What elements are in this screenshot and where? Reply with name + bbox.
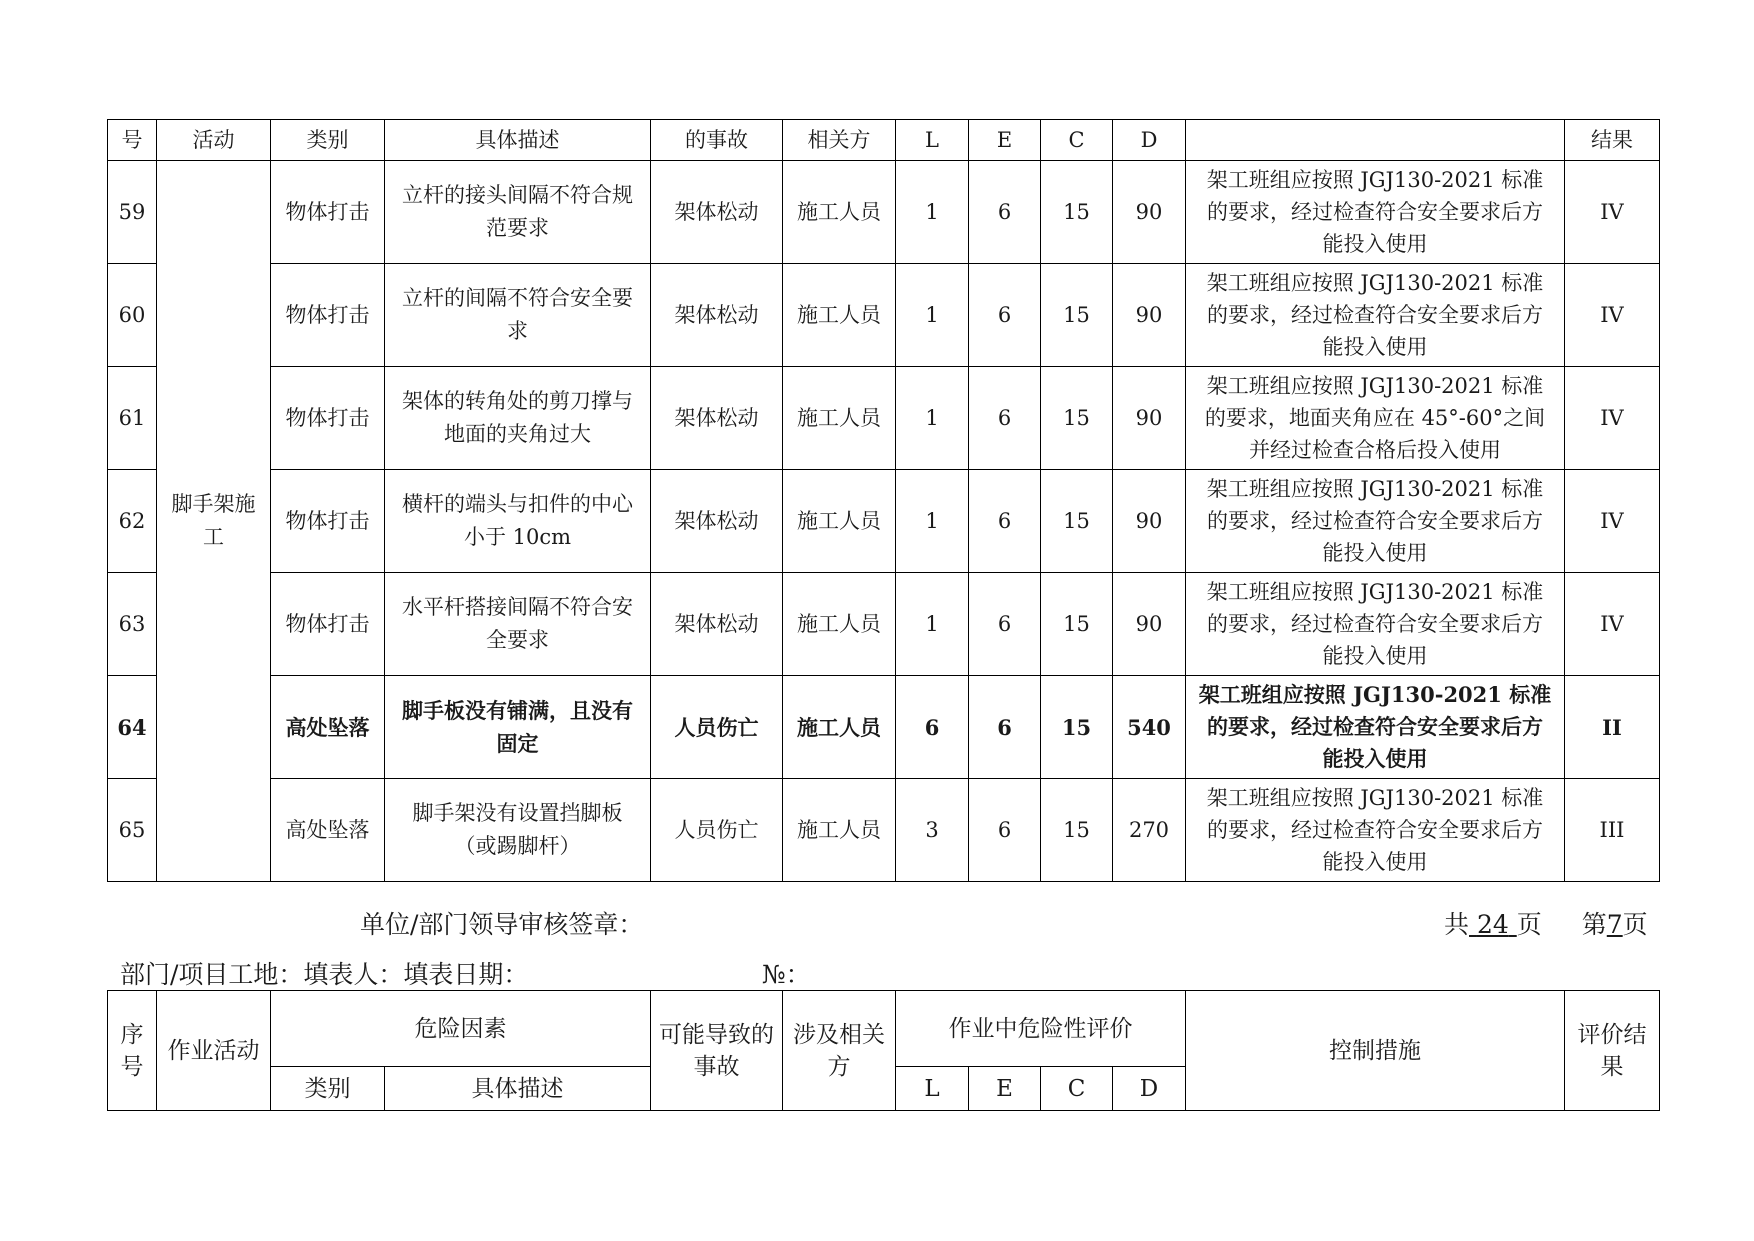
- header-cell: 结果: [1565, 120, 1660, 161]
- control-measures-cell: 架工班组应按照 JGJ130-2021 标准的要求，地面夹角应在 45°-60°之间并经过检查合格后投入使用: [1186, 367, 1565, 470]
- description-cell: 脚手板没有铺满，且没有固定: [385, 676, 651, 779]
- table-header-fragment: [108, 120, 1660, 161]
- party-cell: 施工人员: [783, 367, 896, 470]
- party-cell: 施工人员: [783, 264, 896, 367]
- header-cell: C: [1041, 120, 1113, 161]
- number-label: №：: [762, 960, 811, 989]
- description-cell: 架体的转角处的剪刀撑与地面的夹角过大: [385, 367, 651, 470]
- e-value: 6: [969, 264, 1041, 367]
- result-cell: III: [1565, 779, 1660, 882]
- header-cell: 具体描述: [385, 120, 651, 161]
- control-measures-cell: 架工班组应按照 JGJ130-2021 标准的要求，经过检查符合安全要求后方能投入使用: [1186, 676, 1565, 779]
- category-cell: 物体打击: [271, 161, 385, 264]
- row-number: 63: [108, 573, 157, 676]
- c-value: 15: [1041, 470, 1113, 573]
- category-cell: 物体打击: [271, 264, 385, 367]
- l-value: 1: [896, 264, 969, 367]
- c-value: 15: [1041, 367, 1113, 470]
- result-cell: II: [1565, 676, 1660, 779]
- pages-suffix: 页: [1516, 910, 1542, 939]
- c-value: 15: [1041, 573, 1113, 676]
- c-value: 15: [1041, 779, 1113, 882]
- page-suffix: 页: [1622, 910, 1648, 939]
- col-accident-header: 可能导致的事故: [651, 991, 783, 1111]
- header-cell: 相关方: [783, 120, 896, 161]
- description-cell: 立杆的接头间隔不符合规范要求: [385, 161, 651, 264]
- header-cell: D: [1113, 120, 1186, 161]
- control-measures-cell: 架工班组应按照 JGJ130-2021 标准的要求，经过检查符合安全要求后方能投入使用: [1186, 573, 1565, 676]
- header-cell: 活动: [157, 120, 271, 161]
- header-cell: 类别: [271, 120, 385, 161]
- e-value: 6: [969, 367, 1041, 470]
- risk-table: [107, 119, 1660, 882]
- c-value: 15: [1041, 161, 1113, 264]
- control-measures-cell: 架工班组应按照 JGJ130-2021 标准的要求，经过检查符合安全要求后方能投入使用: [1186, 264, 1565, 367]
- row-number: 59: [108, 161, 157, 264]
- pages-prefix: 共: [1444, 910, 1470, 939]
- control-measures-cell: 架工班组应按照 JGJ130-2021 标准的要求，经过检查符合安全要求后方能投入使用: [1186, 470, 1565, 573]
- accident-cell: 架体松动: [651, 161, 783, 264]
- row-number: 62: [108, 470, 157, 573]
- page-count: [1444, 905, 1648, 941]
- col-D-header: D: [1113, 1067, 1186, 1111]
- info-line: 部门/项目工地：填表人：填表日期：: [120, 960, 529, 989]
- party-cell: 施工人员: [783, 676, 896, 779]
- description-cell: 水平杆搭接间隔不符合安全要求: [385, 573, 651, 676]
- signature-label: 单位/部门领导审核签章：: [360, 910, 644, 939]
- e-value: 6: [969, 470, 1041, 573]
- table-row: [108, 573, 1660, 676]
- l-value: 1: [896, 573, 969, 676]
- row-number: 65: [108, 779, 157, 882]
- col-measures-header: 控制措施: [1186, 991, 1565, 1111]
- header-cell: 的事故: [651, 120, 783, 161]
- header-cell: E: [969, 120, 1041, 161]
- description-cell: 立杆的间隔不符合安全要求: [385, 264, 651, 367]
- description-cell: 横杆的端头与扣件的中心小于 10cm: [385, 470, 651, 573]
- d-value: 90: [1113, 470, 1186, 573]
- accident-cell: 架体松动: [651, 573, 783, 676]
- control-measures-cell: 架工班组应按照 JGJ130-2021 标准的要求，经过检查符合安全要求后方能投入使用: [1186, 161, 1565, 264]
- col-hazard-header: 危险因素: [271, 991, 651, 1067]
- category-cell: 物体打击: [271, 470, 385, 573]
- col-evaluation-header: 作业中危险性评价: [896, 991, 1186, 1067]
- l-value: 3: [896, 779, 969, 882]
- row-number: 60: [108, 264, 157, 367]
- header-cell: [1186, 120, 1565, 161]
- page-current: 7: [1606, 910, 1623, 939]
- table-row: [108, 779, 1660, 882]
- result-cell: IV: [1565, 573, 1660, 676]
- accident-cell: 架体松动: [651, 367, 783, 470]
- c-value: 15: [1041, 676, 1113, 779]
- table-row: [108, 367, 1660, 470]
- col-category-header: 类别: [271, 1067, 385, 1111]
- l-value: 6: [896, 676, 969, 779]
- e-value: 6: [969, 161, 1041, 264]
- result-cell: IV: [1565, 264, 1660, 367]
- result-cell: IV: [1565, 161, 1660, 264]
- table-row: [108, 264, 1660, 367]
- result-cell: IV: [1565, 367, 1660, 470]
- l-value: 1: [896, 161, 969, 264]
- category-cell: 高处坠落: [271, 676, 385, 779]
- row-number: 64: [108, 676, 157, 779]
- accident-cell: 架体松动: [651, 264, 783, 367]
- header-cell: L: [896, 120, 969, 161]
- d-value: 270: [1113, 779, 1186, 882]
- accident-cell: 人员伤亡: [651, 676, 783, 779]
- party-cell: 施工人员: [783, 573, 896, 676]
- party-cell: 施工人员: [783, 161, 896, 264]
- accident-cell: 人员伤亡: [651, 779, 783, 882]
- party-cell: 施工人员: [783, 779, 896, 882]
- e-value: 6: [969, 573, 1041, 676]
- category-cell: 高处坠落: [271, 779, 385, 882]
- col-description-header: 具体描述: [385, 1067, 651, 1111]
- activity-cell: 脚手架施工: [157, 161, 271, 882]
- pages-total: 24: [1476, 910, 1509, 939]
- col-no-header: 序号: [108, 991, 157, 1111]
- col-C-header: C: [1041, 1067, 1113, 1111]
- col-E-header: E: [969, 1067, 1041, 1111]
- col-party-header: 涉及相关方: [783, 991, 896, 1111]
- d-value: 90: [1113, 264, 1186, 367]
- row-number: 61: [108, 367, 157, 470]
- e-value: 6: [969, 676, 1041, 779]
- control-measures-cell: 架工班组应按照 JGJ130-2021 标准的要求，经过检查符合安全要求后方能投入使用: [1186, 779, 1565, 882]
- e-value: 6: [969, 779, 1041, 882]
- d-value: 90: [1113, 161, 1186, 264]
- d-value: 90: [1113, 573, 1186, 676]
- category-cell: 物体打击: [271, 573, 385, 676]
- header-cell: 号: [108, 120, 157, 161]
- col-result-header: 评价结果: [1565, 991, 1660, 1111]
- description-cell: 脚手架没有设置挡脚板（或踢脚杆）: [385, 779, 651, 882]
- category-cell: 物体打击: [271, 367, 385, 470]
- table-row: [108, 676, 1660, 779]
- col-activity-header: 作业活动: [157, 991, 271, 1111]
- party-cell: 施工人员: [783, 470, 896, 573]
- accident-cell: 架体松动: [651, 470, 783, 573]
- page-prefix: 第: [1581, 910, 1607, 939]
- d-value: 90: [1113, 367, 1186, 470]
- next-page-header-table: [107, 990, 1660, 1111]
- c-value: 15: [1041, 264, 1113, 367]
- table-row: [108, 470, 1660, 573]
- l-value: 1: [896, 470, 969, 573]
- table-row: [108, 161, 1660, 264]
- col-L-header: L: [896, 1067, 969, 1111]
- d-value: 540: [1113, 676, 1186, 779]
- l-value: 1: [896, 367, 969, 470]
- result-cell: IV: [1565, 470, 1660, 573]
